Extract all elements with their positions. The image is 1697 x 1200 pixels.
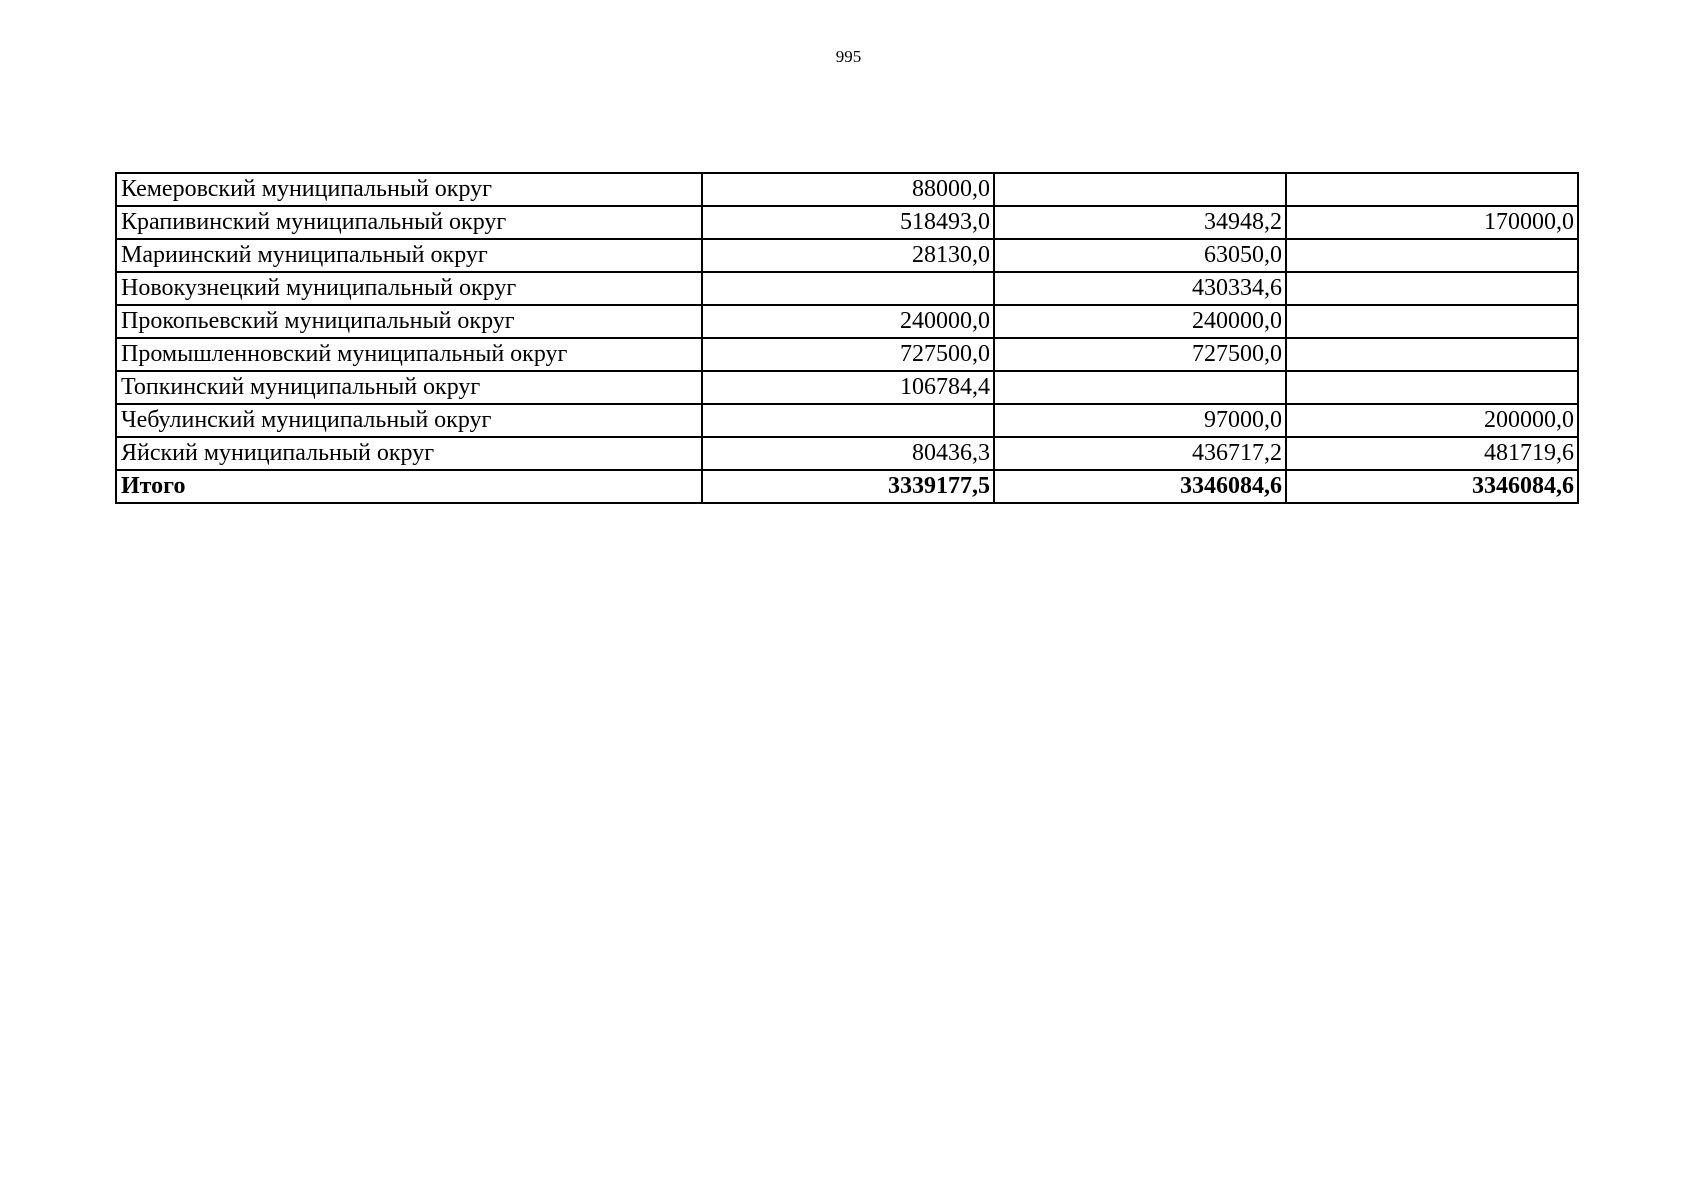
row-value-2 [994, 173, 1286, 206]
row-value-3 [1286, 239, 1578, 272]
total-value-3: 3346084,6 [1286, 470, 1578, 503]
total-row [116, 470, 1578, 503]
row-value-3 [1286, 272, 1578, 305]
row-value-1: 727500,0 [702, 338, 994, 371]
row-value-2: 727500,0 [994, 338, 1286, 371]
row-value-2: 97000,0 [994, 404, 1286, 437]
row-value-3 [1286, 338, 1578, 371]
row-value-1 [702, 272, 994, 305]
row-value-3 [1286, 305, 1578, 338]
row-value-2: 436717,2 [994, 437, 1286, 470]
table-row [116, 371, 1578, 404]
row-value-1: 106784,4 [702, 371, 994, 404]
total-value-2: 3346084,6 [994, 470, 1286, 503]
row-name: Крапивинский муниципальный округ [116, 206, 702, 239]
row-value-1 [702, 404, 994, 437]
table-row [116, 173, 1578, 206]
row-value-3 [1286, 371, 1578, 404]
table-row [116, 437, 1578, 470]
row-name: Чебулинский муниципальный округ [116, 404, 702, 437]
row-value-2: 240000,0 [994, 305, 1286, 338]
row-value-3 [1286, 173, 1578, 206]
table-row [116, 305, 1578, 338]
budget-table [115, 172, 1579, 504]
row-value-2: 430334,6 [994, 272, 1286, 305]
page-number: 995 [835, 47, 862, 66]
total-label: Итого [116, 470, 702, 503]
row-value-1: 240000,0 [702, 305, 994, 338]
row-value-2: 34948,2 [994, 206, 1286, 239]
table-row [116, 272, 1578, 305]
row-name: Мариинский муниципальный округ [116, 239, 702, 272]
table-row [116, 404, 1578, 437]
row-value-1: 518493,0 [702, 206, 994, 239]
row-value-1: 80436,3 [702, 437, 994, 470]
row-value-2 [994, 371, 1286, 404]
row-name: Яйский муниципальный округ [116, 437, 702, 470]
table-row [116, 206, 1578, 239]
table-row [116, 239, 1578, 272]
row-value-3: 170000,0 [1286, 206, 1578, 239]
row-name: Топкинский муниципальный округ [116, 371, 702, 404]
row-name: Прокопьевский муниципальный округ [116, 305, 702, 338]
row-value-3: 481719,6 [1286, 437, 1578, 470]
row-value-1: 28130,0 [702, 239, 994, 272]
table-row [116, 338, 1578, 371]
row-value-1: 88000,0 [702, 173, 994, 206]
total-value-1: 3339177,5 [702, 470, 994, 503]
row-name: Новокузнецкий муниципальный округ [116, 272, 702, 305]
row-name: Промышленновский муниципальный округ [116, 338, 702, 371]
row-value-2: 63050,0 [994, 239, 1286, 272]
row-value-3: 200000,0 [1286, 404, 1578, 437]
row-name: Кемеровский муниципальный округ [116, 173, 702, 206]
